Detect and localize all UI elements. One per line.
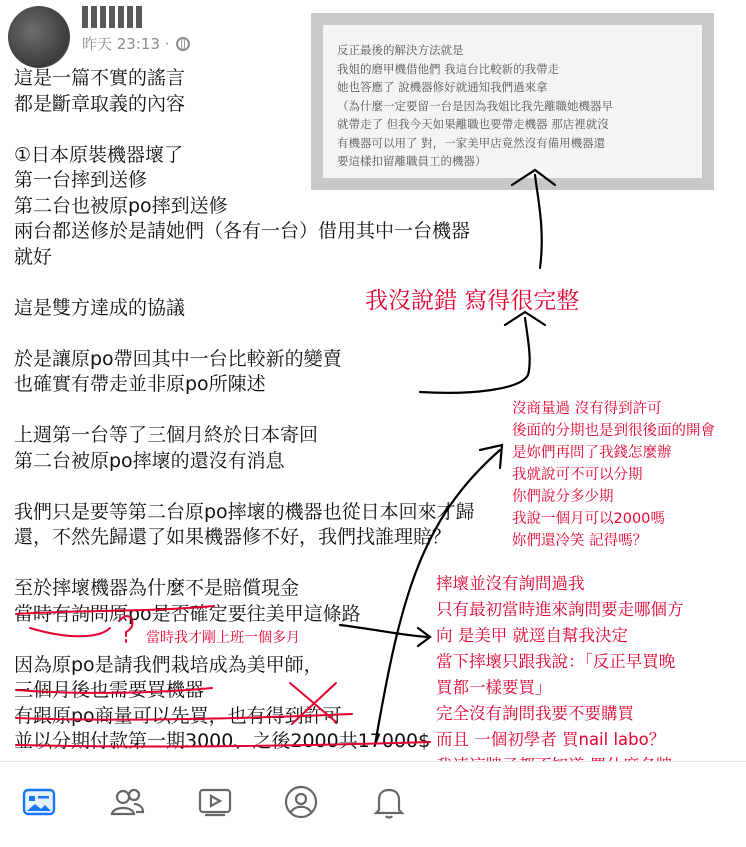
annotation-headline: 我沒說錯 寫得很完整 xyxy=(365,288,580,314)
post-meta xyxy=(82,33,190,54)
notifications-bell-icon[interactable] xyxy=(367,780,411,824)
quoted-screenshot xyxy=(311,13,714,190)
avatar[interactable] xyxy=(8,6,70,68)
annotation-inline: 當時我才剛上班一個多月 xyxy=(146,630,300,646)
post-timestamp[interactable]: 昨天 23:13 · xyxy=(82,35,170,53)
post-body-text: 這是一篇不實的謠言 都是斷章取義的內容 ①日本原裝機器壞了 第一台摔到送修 第二台也被原po摔到送修 兩台都送修於是請她們（各有一台）借用其中一台機器 就好 這是雙方達成的協議 於是讓原po帶回其中一台比較新的變賣 也確實有帶走並非原po所陳述 上週第一台等了三個月終於日本寄回 第二台被原po摔壞的還沒有消息 我們只是要等第二台原po摔壞的機器也從日本回來才歸 還，不然先歸還了如果機器修不好，我們找誰理賠？ 至於摔壞機器為什麼不是賠償現金 當時有詢問原po是否確定要往美甲這條路 因為原po是請我們栽培成為美甲師， 三個月後也需要買機器 有跟原po商量可以先買，也有得到許可 並以分期付款第一期3000、之後2000共17000$ xyxy=(14,67,475,752)
watch-icon[interactable] xyxy=(193,780,237,824)
profile-icon[interactable] xyxy=(279,780,323,824)
globe-icon xyxy=(176,37,190,51)
friends-icon[interactable] xyxy=(105,780,149,824)
annotation-right-bottom: 摔壞並沒有詢問過我 只有最初當時進來詢問要走哪個方 向 是美甲 就逕自幫我決定 當下摔壞只跟我說：「反正早買晚 買都一樣要買」 完全沒有詢問我要不要購買 而且 一個初學者 買nail labo？ xyxy=(436,574,684,749)
annotation-right-top: 沒商量過 沒有得到許可 後面的分期也是到很後面的開會 是妳們再問了我錢怎麼辦 我就說可不可以分期 你們說分多少期 我說一個月可以2000嗎 妳們還冷笑 記得嗎？ xyxy=(512,401,715,549)
arrow-head-right-top xyxy=(480,445,502,468)
quoted-text: 反正最後的解決方法就是 我姐的磨甲機借他們 我這台比較新的我帶走 她也答應了 說機器修好就通知我們過來拿 （為什麼一定要留一台是因為我姐比我先離職她機器早 就帶走了 但我今天如果離職也要帶走機器 那店裡就沒 有機器可以用了 對，一家美甲店竟然沒有備用機器還 要這樣扣留離職員工的機器） xyxy=(323,25,702,178)
news-feed-icon[interactable] xyxy=(17,780,61,824)
author-name-redacted[interactable] xyxy=(82,6,142,28)
bottom-tab-bar xyxy=(0,761,746,847)
